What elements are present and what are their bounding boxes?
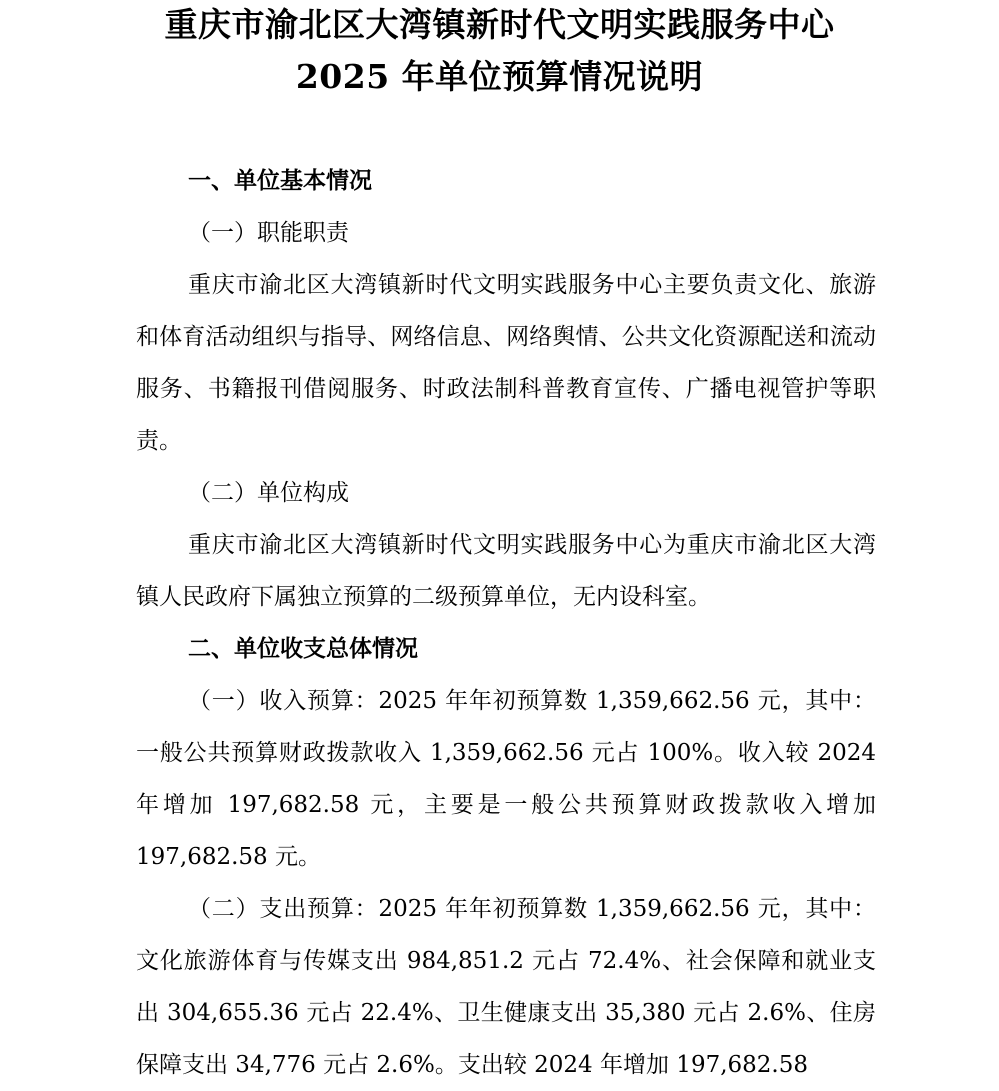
section-2-heading: 二、单位收支总体情况	[188, 635, 418, 662]
section-1-sub-1-heading: （一）职能职责	[188, 220, 349, 246]
document-body	[136, 155, 876, 1091]
income-budget-paragraph: （一）收入预算：2025 年年初预算数 1,359,662.56 元，其中：一般公共预算财政拨款收入 1,359,662.56 元占 100%。收入较 2024 年增加 197,682.58 元，主要是一般公共预算财政拨款收入增加 197,682.58 元。	[136, 688, 876, 870]
expense-budget-paragraph: （二）支出预算：2025 年年初预算数 1,359,662.56 元，其中：文化旅游体育与传媒支出 984,851.2 元占 72.4%、社会保障和就业支出 304,655.36 元占 22.4%、卫生健康支出 35,380 元占 2.6%、住房保障支出 34,776 元占 2.6%。支出较 2024 年增加 197,682.58	[136, 896, 876, 1078]
document-title-line-2: 2025 年单位预算情况说明	[295, 57, 704, 96]
section-1-sub-1-paragraph: 重庆市渝北区大湾镇新时代文明实践服务中心主要负责文化、旅游和体育活动组织与指导、网络信息、网络舆情、公共文化资源配送和流动服务、书籍报刊借阅服务、时政法制科普教育宣传、广播电视管护等职责。	[136, 272, 876, 454]
section-1-sub-2-paragraph: 重庆市渝北区大湾镇新时代文明实践服务中心为重庆市渝北区大湾镇人民政府下属独立预算的二级预算单位，无内设科室。	[136, 532, 876, 610]
document-title-line-1: 重庆市渝北区大湾镇新时代文明实践服务中心	[164, 5, 835, 44]
section-1-sub-2-heading: （二）单位构成	[188, 480, 349, 506]
section-1-heading: 一、单位基本情况	[188, 167, 372, 194]
